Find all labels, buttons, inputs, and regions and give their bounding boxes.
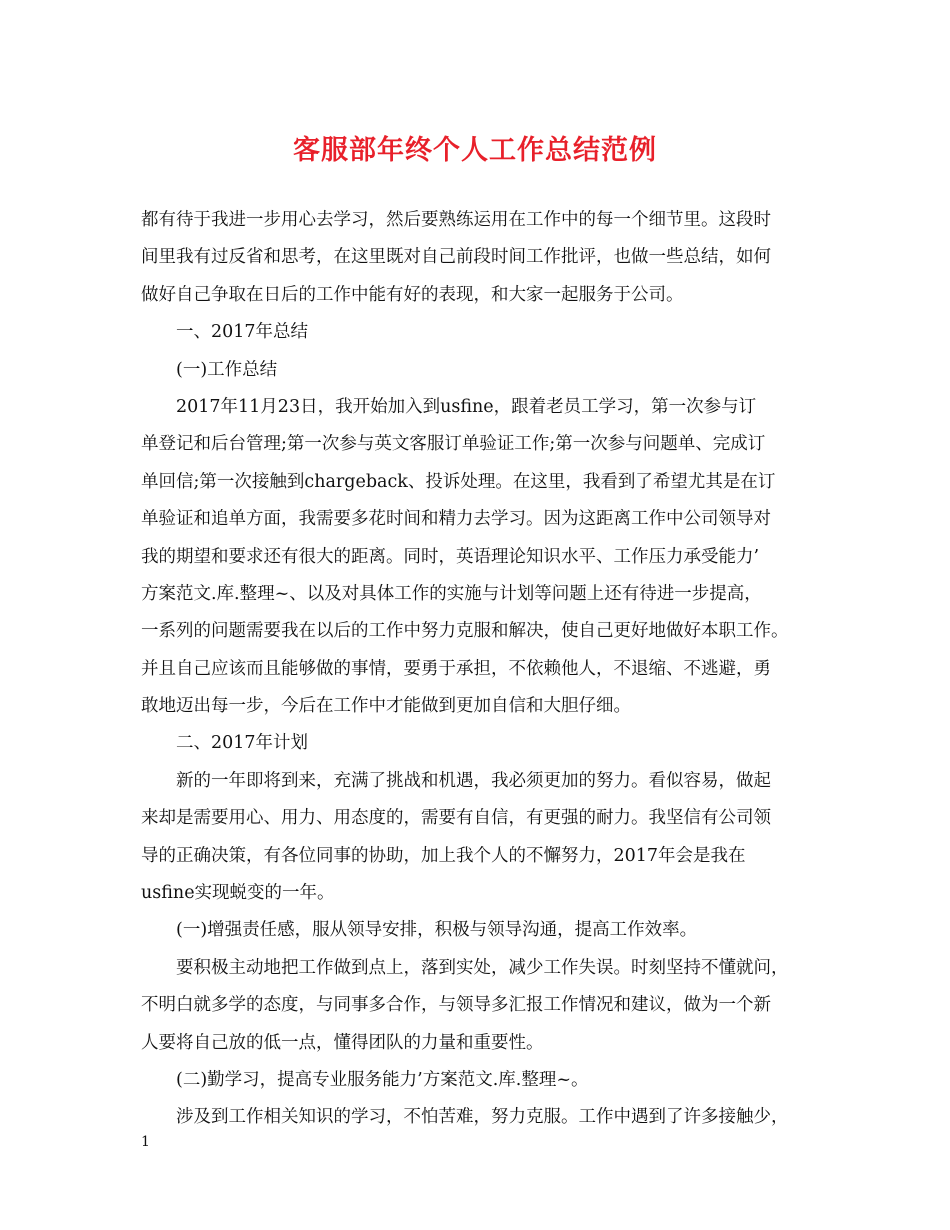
text-line: 2017年11月23日，我开始加入到usfine，跟着老员工学习，第一次参与订 <box>176 396 757 417</box>
text-line: 单回信;第一次接触到chargeback、投诉处理。在这里，我看到了希望尤其是在订 <box>141 471 776 492</box>
text-line: 敢地迈出每一步，今后在工作中才能做到更加自信和大胆仔细。 <box>141 696 631 717</box>
text-line: 做好自己争取在日后的工作中能有好的表现，和大家一起服务于公司。 <box>141 284 684 305</box>
text-line: 涉及到工作相关知识的学习，不怕苦难，努力克服。工作中遇到了许多接触少， <box>176 1107 789 1128</box>
text-line: (一)工作总结 <box>176 359 278 380</box>
text-line: usfine实现蜕变的一年。 <box>141 883 335 904</box>
text-line: 不明白就多学的态度，与同事多合作，与领导多汇报工作情况和建议，做为一个新 <box>141 995 771 1016</box>
text-line: 单验证和追单方面，我需要多花时间和精力去学习。因为这距离工作中公司领导对 <box>141 509 771 530</box>
text-line: (二)勤学习，提高专业服务能力’方案范文.库.整理~。 <box>176 1069 589 1090</box>
text-line: 方案范文.库.整理~、以及对具体工作的实施与计划等问题上还有待进一步提高， <box>141 583 762 604</box>
text-line: 要积极主动地把工作做到点上，落到实处，减少工作失误。时刻坚持不懂就问， <box>176 957 789 978</box>
text-line: (一)增强责任感，服从领导安排，积极与领导沟通，提高工作效率。 <box>176 920 698 941</box>
document-title: 客服部年终个人工作总结范例 <box>293 135 657 166</box>
text-line: 单登记和后台管理;第一次参与英文客服订单验证工作;第一次参与问题单、完成订 <box>141 434 766 455</box>
text-line: 人要将自己放的低一点，懂得团队的力量和重要性。 <box>141 1032 544 1053</box>
text-line: 二、2017年计划 <box>176 733 309 754</box>
text-line: 导的正确决策，有各位同事的协助，加上我个人的不懈努力，2017年会是我在 <box>141 845 746 866</box>
text-line: 都有待于我进一步用心去学习，然后要熟练运用在工作中的每一个细节里。这段时 <box>141 210 771 230</box>
page-number: 1 <box>141 1134 150 1150</box>
text-line: 一、2017年总结 <box>176 322 309 343</box>
text-line: 间里我有过反省和思考，在这里既对自己前段时间工作批评，也做一些总结，如何 <box>141 247 771 268</box>
text-line: 一系列的问题需要我在以后的工作中努力克服和解决，使自己更好地做好本职工作。 <box>141 621 789 642</box>
text-line: 我的期望和要求还有很大的距离。同时，英语理论知识水平、工作压力承受能力’ <box>141 546 760 567</box>
document-body <box>141 202 813 1137</box>
text-line: 来却是需要用心、用力、用态度的，需要有自信，有更强的耐力。我坚信有公司领 <box>141 808 771 829</box>
text-line: 新的一年即将到来，充满了挑战和机遇，我必须更加的努力。看似容易，做起 <box>176 770 771 791</box>
text-line: 并且自己应该而且能够做的事情，要勇于承担，不依赖他人，不退缩、不逃避，勇 <box>141 658 771 679</box>
